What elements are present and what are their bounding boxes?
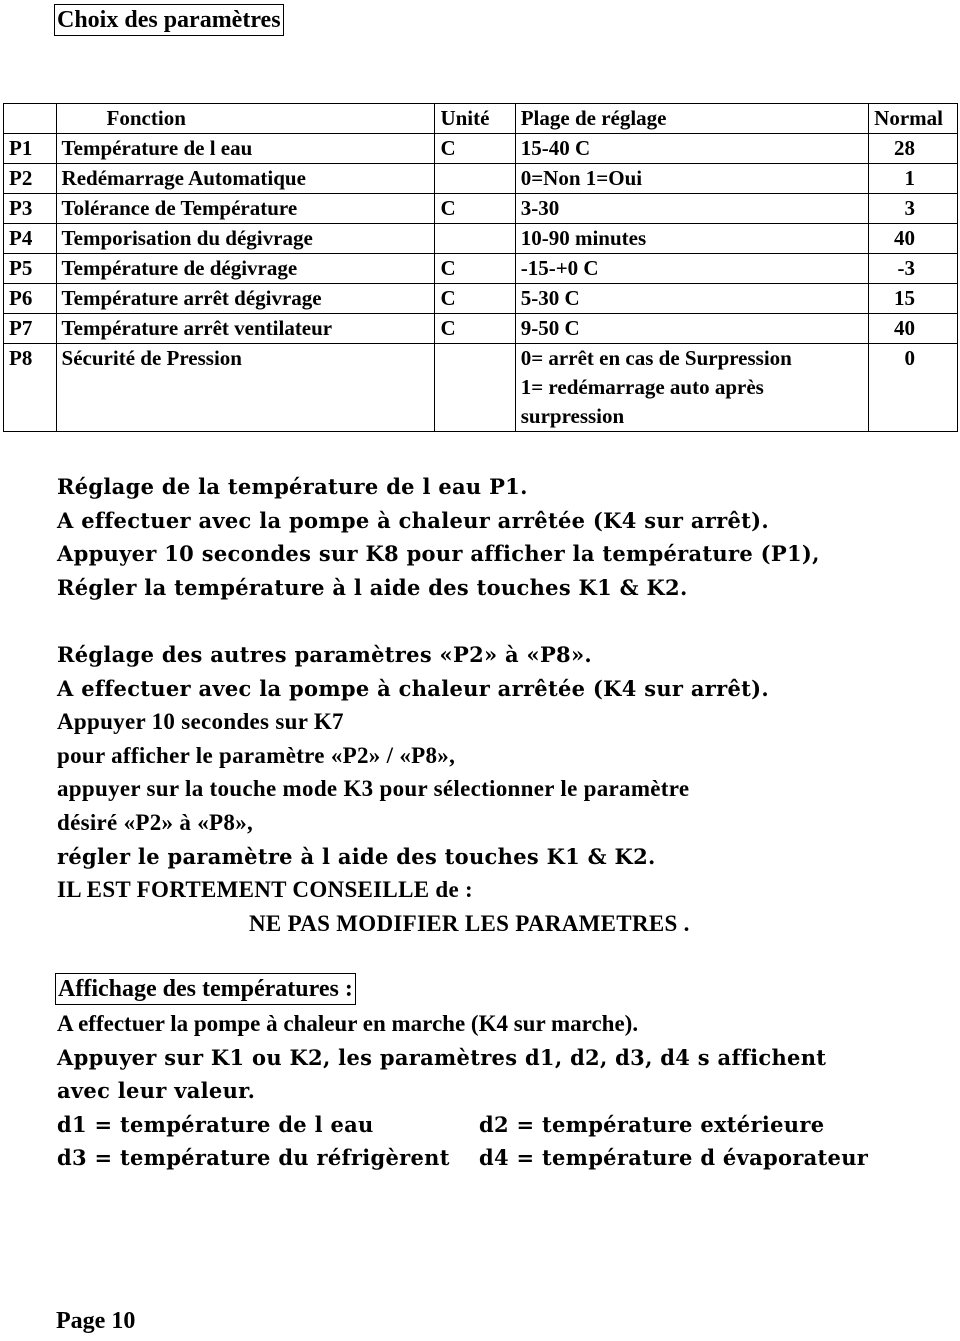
table-row [4,284,958,314]
param-normal: 28 [869,134,958,164]
param-code: P1 [4,134,57,164]
param-range-line: 0= arrêt en cas de Surpression [520,346,792,370]
param-function: Température arrêt ventilateur [56,314,435,344]
param-range: 5-30 C [515,284,868,314]
text-line: avec leur valeur. [57,1078,256,1104]
param-unit: C [435,314,515,344]
section-title-temperature-display: Affichage des températures : [55,973,356,1005]
param-code: P6 [4,284,57,314]
param-normal: 40 [869,224,958,254]
legend-d3: d3 = température du réfrigèrent [57,1145,450,1171]
param-range-line: surpression [520,404,625,428]
legend-d2: d2 = température extérieure [479,1111,825,1137]
section-temperature-display [57,1007,868,1175]
page-number: Page 10 [56,1308,136,1334]
header-range: Plage de réglage [515,104,868,134]
param-range: 15-40 C [515,134,868,164]
legend-d1: d1 = température de l eau [57,1111,374,1137]
param-range: -15-+0 C [515,254,868,284]
legend-row [57,1141,868,1175]
param-function: Température de dégivrage [56,254,435,284]
table-row [4,314,958,344]
text-line: A effectuer la pompe à chaleur en marche (K4 sur marche). [57,1011,639,1036]
text-line: A effectuer avec la pompe à chaleur arrêtée (K4 sur arrêt). [57,675,770,701]
table-row [4,254,958,284]
param-range: 3-30 [515,194,868,224]
param-code: P3 [4,194,57,224]
page-title: Choix des paramètres [54,4,284,36]
param-code: P5 [4,254,57,284]
text-line: Appuyer 10 secondes sur K8 pour afficher la température (P1), [57,541,820,567]
text-line: appuyer sur la touche mode K3 pour sélectionner le paramètre [57,776,690,802]
text-line: pour afficher le paramètre «P2» / «P8», [57,742,456,768]
section-other-parameters [57,638,769,940]
param-range: 9-50 C [515,314,868,344]
param-function: Temporisation du dégivrage [56,224,435,254]
text-line: IL EST FORTEMENT CONSEILLE de : [57,877,474,903]
param-function: Redémarrage Automatique [56,164,435,194]
table-row [4,224,958,254]
parameters-table [3,103,958,432]
param-function: Tolérance de Température [56,194,435,224]
param-normal: 3 [869,194,958,224]
param-function: Température de l eau [56,134,435,164]
table-row [4,194,958,224]
param-normal: 15 [869,284,958,314]
legend-d4: d4 = température d évaporateur [479,1145,869,1171]
param-unit [435,164,515,194]
param-normal: 1 [869,164,958,194]
header-function: Fonction [56,104,435,134]
text-line: Réglage de la température de l eau P1. [57,474,528,499]
table-header-row [4,104,958,134]
header-code [4,104,57,134]
table-row [4,164,958,194]
param-code: P7 [4,314,57,344]
header-normal: Normal [869,104,958,134]
param-unit [435,224,515,254]
param-unit: C [435,254,515,284]
param-normal: 0 [869,344,958,432]
param-range [515,344,868,432]
param-normal: -3 [869,254,958,284]
param-function: Sécurité de Pression [56,344,435,432]
param-code: P2 [4,164,57,194]
param-function: Température arrêt dégivrage [56,284,435,314]
param-unit: C [435,194,515,224]
table-row [4,134,958,164]
text-line: désiré «P2» à «P8», [57,809,254,835]
param-unit: C [435,134,515,164]
param-normal: 40 [869,314,958,344]
param-unit [435,344,515,432]
param-range: 10-90 minutes [515,224,868,254]
text-line: Appuyer 10 secondes sur K7 [57,709,344,735]
param-range: 0=Non 1=Oui [515,164,868,194]
text-line: A effectuer avec la pompe à chaleur arrêtée (K4 sur arrêt). [57,507,770,533]
table-row [4,344,958,432]
param-code: P4 [4,224,57,254]
text-line: Régler la température à l aide des touches K1 & K2. [57,574,688,600]
warning-text: NE PAS MODIFIER LES PARAMETRES . [249,910,690,936]
text-line: régler le paramètre à l aide des touches K1 & K2. [57,843,656,869]
text-line: Appuyer sur K1 ou K2, les paramètres d1, d2, d3, d4 s affichent [57,1044,827,1070]
param-unit: C [435,284,515,314]
legend-row [57,1108,868,1142]
header-unit: Unité [435,104,515,134]
text-line: Réglage des autres paramètres «P2» à «P8». [57,642,592,667]
param-code: P8 [4,344,57,432]
section-water-temperature [57,470,820,604]
param-range-line: 1= redémarrage auto après [520,375,764,399]
